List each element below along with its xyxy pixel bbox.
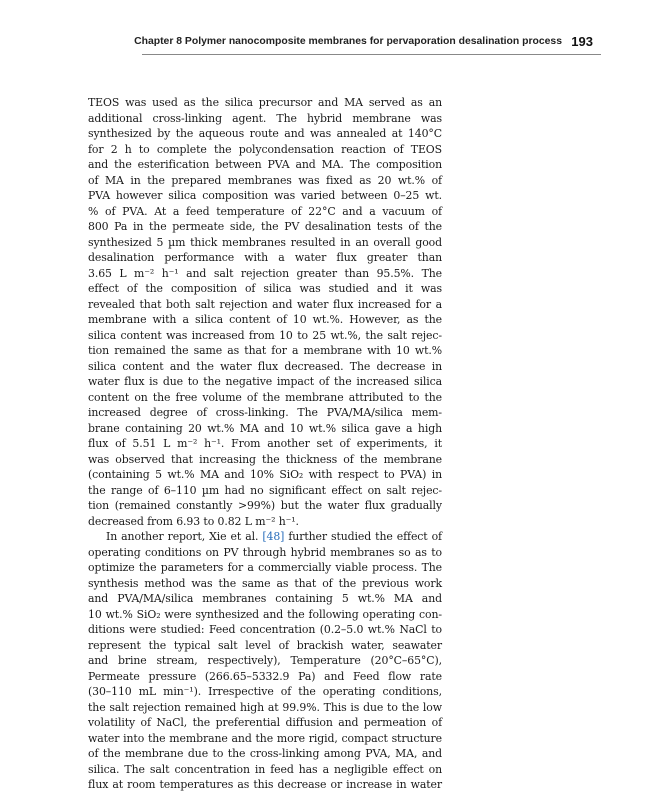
text-line: 10 wt.% SiO₂ were synthesized and the following operating con- [88,607,442,621]
text-line: synthesized 5 µm thick membranes resulted in an overall good [88,235,442,249]
body-text [88,95,442,793]
text-line: desalination performance with a water flux greater than [88,251,442,264]
text-line: TEOS was used as the silica precursor and MA served as an [88,96,442,109]
text-line: synthesized by the aqueous route and was annealed at 140°C [88,127,442,140]
text-line: brane containing 20 wt.% MA and 10 wt.% silica gave a high [88,421,442,435]
text-line: volatility of NaCl, the preferential diffusion and permeation of [88,716,442,729]
text-line: water flux is due to the negative impact of the increased silica [88,375,442,388]
text-line: synthesis method was the same as that of the previous work [88,576,442,590]
text-line: flux at room temperatures as this decrease or increase in water [88,778,442,791]
text-line: flux of 5.51 L m⁻² h⁻¹. From another set of experiments, it [88,437,442,450]
text-line: water into the membrane and the more rigid, compact structure [88,731,442,745]
text-line: ditions were studied: Feed concentration (0.2–5.0 wt.% NaCl to [88,623,442,636]
text-line: decreased from 6.93 to 0.82 L m⁻² h⁻¹. [88,514,299,528]
text-fragment: In another report, Xie et al. [106,530,263,543]
paragraph-1 [88,95,442,529]
text-line: revealed that both salt rejection and water flux increased for a [88,297,442,311]
text-line: optimize the parameters for a commercially viable process. The [88,561,442,574]
page-number: 193 [571,34,593,49]
text-line: PVA however silica composition was varied between 0–25 wt. [88,189,442,202]
text-line: Permeate pressure (266.65–5332.9 Pa) and Feed flow rate [88,669,442,683]
text-line: represent the typical salt level of brackish water, seawater [88,638,442,652]
text-line: content on the free volume of the membrane attributed to the [88,390,442,404]
text-line: silica content was increased from 10 to 25 wt.%, the salt rejec- [88,328,442,342]
text-line: of MA in the prepared membranes was fixed as 20 wt.% of [88,173,442,187]
header-rule [142,54,601,55]
text-line: operating conditions on PV through hybrid membranes so as to [88,545,442,559]
paragraph-2 [88,529,442,793]
text-line: (containing 5 wt.% MA and 10% SiO₂ with respect to PVA) in [88,468,442,481]
text-line: and PVA/MA/silica membranes containing 5 wt.% MA and [88,592,442,605]
text-line: the range of 6–110 µm had no significant effect on salt rejec- [88,483,442,497]
text-line: tion remained the same as that for a membrane with 10 wt.% [88,344,442,357]
text-line: silica content and the water flux decreased. The decrease in [88,359,442,373]
text-line: and brine stream, respectively), Temperature (20°C–65°C), [88,654,442,667]
text-line: membrane with a silica content of 10 wt.%. However, as the [88,313,442,326]
text-line: additional cross-linking agent. The hybrid membrane was [88,111,442,125]
text-line: increased degree of cross-linking. The PVA/MA/silica mem- [88,406,442,419]
text-line: silica. The salt concentration in feed has a negligible effect on [88,762,442,776]
citation-link[interactable]: [48] [262,530,285,543]
text-line: 800 Pa in the permeate side, the PV desalination tests of the [88,220,442,233]
text-line: the salt rejection remained high at 99.9%. This is due to the low [88,700,442,714]
running-header [0,36,648,50]
text-line: (30–110 mL min⁻¹). Irrespective of the operating conditions, [88,685,442,698]
text-line: and the esterification between PVA and MA. The composition [88,158,442,171]
text-line: for 2 h to complete the polycondensation reaction of TEOS [88,142,442,156]
text-line [88,529,442,545]
text-line: was observed that increasing the thickness of the membrane [88,452,442,466]
chapter-title: Chapter 8 Polymer nanocomposite membranes for pervaporation desalination process [134,36,562,47]
text-line: tion (remained constantly >99%) but the water flux gradually [88,499,442,512]
text-line: 3.65 L m⁻² h⁻¹ and salt rejection greater than 95.5%. The [88,266,442,280]
text-line: % of PVA. At a feed temperature of 22°C and a vacuum of [88,204,442,218]
text-line: effect of the composition of silica was studied and it was [88,282,442,295]
text-line: of the membrane due to the cross-linking among PVA, MA, and [88,747,442,760]
text-fragment: further studied the effect of [284,530,442,543]
